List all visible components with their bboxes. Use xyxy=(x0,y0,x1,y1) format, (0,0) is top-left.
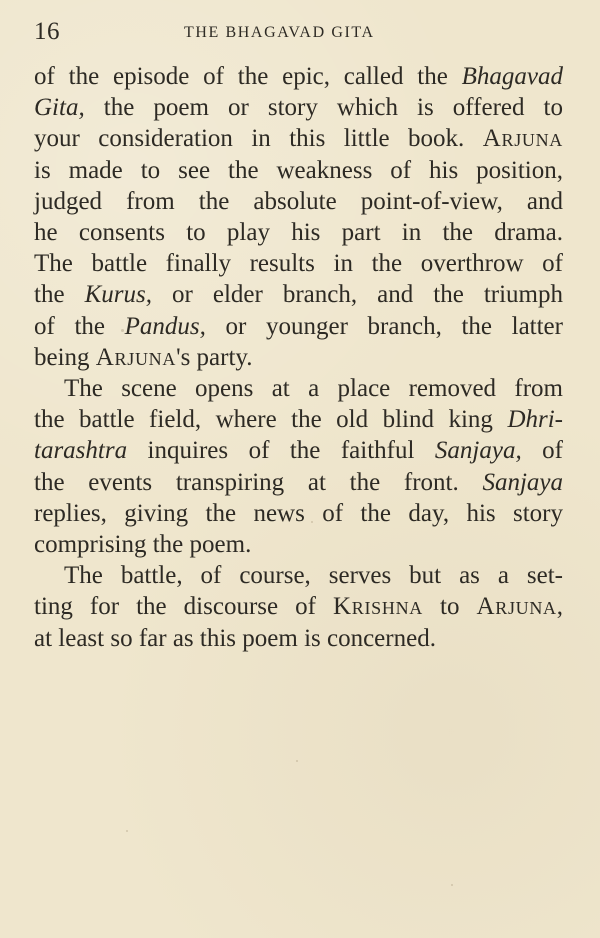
text-line: ting for the discourse of Krishna to Arjuna, xyxy=(34,593,563,621)
paragraph-3 xyxy=(34,560,563,654)
paragraph-1 xyxy=(34,61,563,373)
text-line: The scene opens at a place removed from xyxy=(64,375,563,403)
text-line: is made to see the weakness of his position, xyxy=(34,156,563,184)
page-number: 16 xyxy=(34,18,60,45)
text-line: The battle, of course, serves but as a set- xyxy=(64,562,563,590)
running-title: THE BHAGAVAD GITA xyxy=(184,24,375,41)
paragraph-2 xyxy=(34,373,563,560)
paper-speck xyxy=(89,300,92,302)
page-header xyxy=(34,18,562,46)
body-text xyxy=(34,61,563,654)
paper-speck xyxy=(296,760,298,762)
text-line: the battle field, where the old blind king Dhri- xyxy=(34,406,563,434)
text-line: the Kurus, or elder branch, and the triumph xyxy=(34,281,563,309)
text-line: your consideration in this little book. Arjuna xyxy=(34,125,563,153)
text-line: being Arjuna's party. xyxy=(34,343,253,371)
text-line: of the episode of the epic, called the Bhagavad xyxy=(34,63,563,90)
paper-speck xyxy=(121,329,124,332)
text-line: replies, giving the news of the day, his story xyxy=(34,499,563,527)
text-line: at least so far as this poem is concerned. xyxy=(34,624,436,652)
text-line: he consents to play his part in the drama. xyxy=(34,219,563,247)
text-line: comprising the poem. xyxy=(34,531,252,559)
paper-speck xyxy=(451,884,453,886)
paper-speck xyxy=(311,521,313,523)
text-line: The battle finally results in the overthrow of xyxy=(34,250,563,278)
text-line: the events transpiring at the front. Sanjaya xyxy=(34,468,563,496)
text-line: tarashtra inquires of the faithful Sanjaya, of xyxy=(34,437,563,465)
text-line: Gita, the poem or story which is offered to xyxy=(34,94,563,122)
text-line: judged from the absolute point-of-view, and xyxy=(34,187,563,215)
text-line: of the Pandus, or younger branch, the latter xyxy=(34,312,563,340)
paper-speck xyxy=(126,830,128,832)
